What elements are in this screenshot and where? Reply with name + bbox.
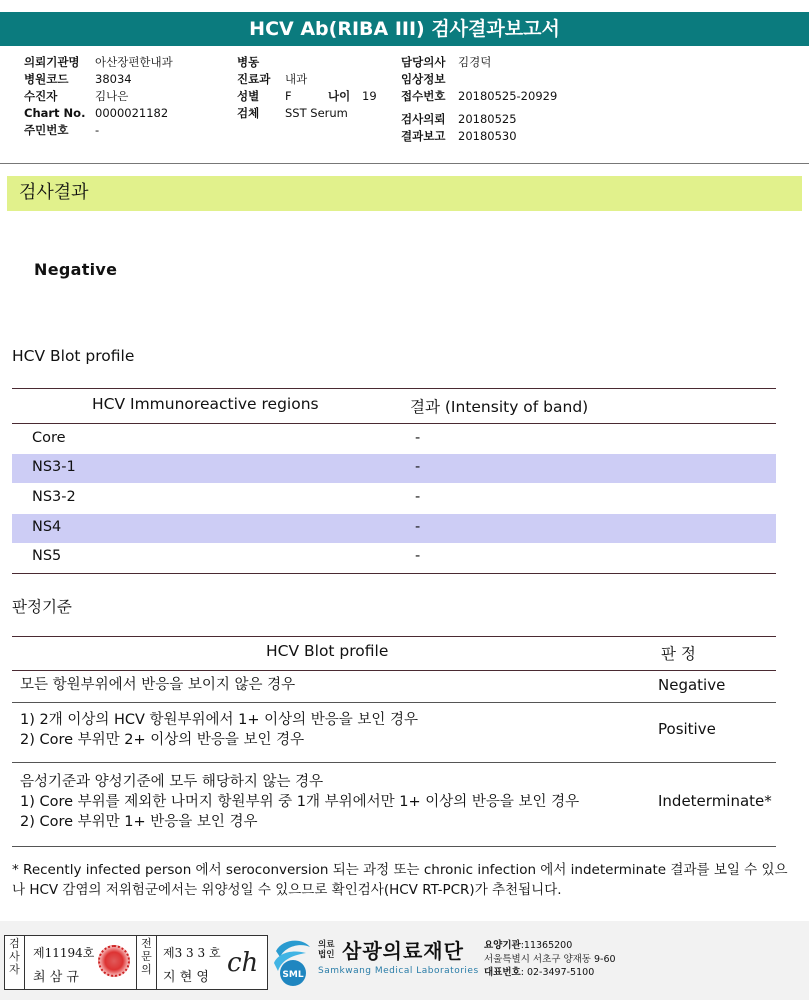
criteria-bottom-rule: [12, 846, 776, 847]
criteria-header-rule: [12, 670, 776, 671]
info-label: 주민번호: [24, 123, 69, 137]
info-label: 병동: [237, 55, 260, 69]
institution-type-line2: 법인: [318, 950, 335, 960]
code-value: :11365200: [520, 940, 573, 951]
examiner-label: [5, 936, 25, 989]
specialist-name: 지 현 영: [163, 970, 209, 985]
overall-result: Negative: [34, 260, 118, 279]
region-name: Core: [32, 430, 66, 446]
criteria-line: 1) 2개 이상의 HCV 항원부위에서 1+ 이상의 반응을 보인 경우: [20, 712, 419, 728]
criteria-judgement: Indeterminate*: [658, 792, 772, 810]
info-value-age: 19: [362, 89, 377, 103]
info-value: SST Serum: [285, 106, 348, 120]
sml-logo-icon: [272, 937, 314, 987]
criteria-heading: 판정기준: [12, 598, 72, 616]
band-intensity: -: [415, 548, 421, 564]
info-value: 20180525-20929: [458, 89, 558, 103]
info-label: Chart No.: [24, 106, 86, 120]
info-label: 병원코드: [24, 72, 69, 86]
info-label: 검사의뢰: [401, 112, 446, 126]
info-label: 성별: [237, 89, 260, 103]
info-value: 아산장편한내과: [95, 55, 173, 69]
criteria-line: 2) Core 부위만 1+ 반응을 보인 경우: [20, 814, 258, 830]
criteria-row-rule: [12, 762, 776, 763]
header-info-col3: [401, 54, 557, 145]
sml-logo-text: SML: [282, 970, 304, 980]
table-row: [12, 425, 776, 454]
info-label-age: 나이: [328, 89, 351, 103]
criteria-line: 모든 항원부위에서 반응을 보이지 않은 경우: [20, 677, 296, 693]
criteria-judgement: Positive: [658, 720, 716, 738]
report-title: HCV Ab(RIBA III) 검사결과보고서: [0, 12, 809, 46]
examiner-label-text: 검사자: [9, 937, 20, 976]
table-header-rule: [12, 423, 776, 424]
table-row: [12, 454, 776, 483]
region-name: NS3-2: [32, 489, 76, 505]
band-intensity: -: [415, 489, 421, 505]
info-value: 38034: [95, 72, 132, 86]
institution-address: 서울특별시 서초구 양재동 9-60: [484, 953, 616, 965]
criteria-judgement: Negative: [658, 676, 726, 694]
region-name: NS5: [32, 548, 62, 564]
region-name: NS4: [32, 519, 62, 535]
footnote: * Recently infected person 에서 seroconversion 되는 과정 또는 chronic infection 에서 indeterminate 결과를 보일 수 있으나 HCV 감염의 저위험군에서는 위양성일 수 있으므로 확인검사(HCV RT-PCR)가 추천됩니다.: [12, 862, 788, 898]
specialist-label-text: 전문의: [141, 937, 152, 976]
info-value: F: [285, 89, 292, 103]
institution-english-name: Samkwang Medical Laboratories: [318, 966, 479, 976]
institution-name: 삼광의료재단: [342, 939, 464, 963]
phone-label: 대표번호: [484, 967, 521, 978]
section-title: 검사결과: [7, 176, 802, 211]
info-label: 담당의사: [401, 55, 446, 69]
criteria-line: 음성기준과 양성기준에 모두 해당하지 않는 경우: [20, 774, 324, 790]
table-top-rule: [12, 388, 776, 389]
region-name: NS3-1: [32, 459, 76, 475]
info-label: 결과보고: [401, 129, 446, 143]
info-value: 0000021182: [95, 106, 169, 120]
criteria-row-rule: [12, 702, 776, 703]
band-intensity: -: [415, 519, 421, 535]
info-label: 의뢰기관명: [24, 55, 80, 69]
col-header-region: HCV Immunoreactive regions: [92, 395, 319, 413]
specialist-license-no: 제3 3 3 호: [163, 946, 221, 960]
info-value: 김경덕: [458, 55, 492, 69]
institution-type: [318, 940, 334, 960]
band-intensity: -: [415, 459, 421, 475]
col-header-judgement: 판 정: [661, 645, 696, 663]
band-intensity: -: [415, 430, 421, 446]
info-label: 수진자: [24, 89, 58, 103]
col-header-intensity: 결과 (Intensity of band): [410, 398, 589, 416]
header-info-col2: [237, 54, 377, 122]
examiner-name: 최 삼 규: [33, 970, 79, 985]
info-value: 내과: [285, 72, 308, 86]
phone-value: : 02-3497-5100: [520, 967, 595, 978]
blot-profile-heading: HCV Blot profile: [12, 347, 135, 365]
specialist-label: [137, 936, 157, 989]
header-divider: [0, 163, 809, 164]
criteria-row-text: [20, 772, 579, 832]
criteria-row-text: [20, 710, 418, 750]
info-label: 임상정보: [401, 72, 446, 86]
info-value: -: [95, 123, 100, 137]
info-label: 검체: [237, 106, 260, 120]
code-label: 요양기관: [484, 940, 521, 951]
info-value: 20180525: [458, 112, 517, 126]
institution-contact: [484, 939, 616, 980]
criteria-line: 1) Core 부위를 제외한 나머지 항원부위 중 1개 부위에서만 1+ 이상의 반응을 보인 경우: [20, 794, 580, 810]
seal-stamp-icon: [98, 945, 130, 977]
criteria-line: 2) Core 부위만 2+ 이상의 반응을 보인 경우: [20, 732, 305, 748]
info-label: 접수번호: [401, 89, 446, 103]
col-header-profile: HCV Blot profile: [266, 642, 389, 660]
table-row: [12, 514, 776, 543]
header-info-col1: [24, 54, 173, 139]
examiner-license-no: 제11194호: [33, 946, 95, 960]
criteria-row-text: [20, 675, 295, 695]
table-bottom-rule: [12, 573, 776, 574]
info-value: 20180530: [458, 129, 517, 143]
table-row: [12, 484, 776, 513]
info-value: 김나은: [95, 89, 129, 103]
signature-box: [4, 935, 268, 990]
institution-type-line1: 의료: [318, 940, 335, 950]
handwritten-signature: ch: [227, 948, 259, 978]
table-row: [12, 543, 776, 572]
criteria-top-rule: [12, 636, 776, 637]
info-label: 진료과: [237, 72, 271, 86]
